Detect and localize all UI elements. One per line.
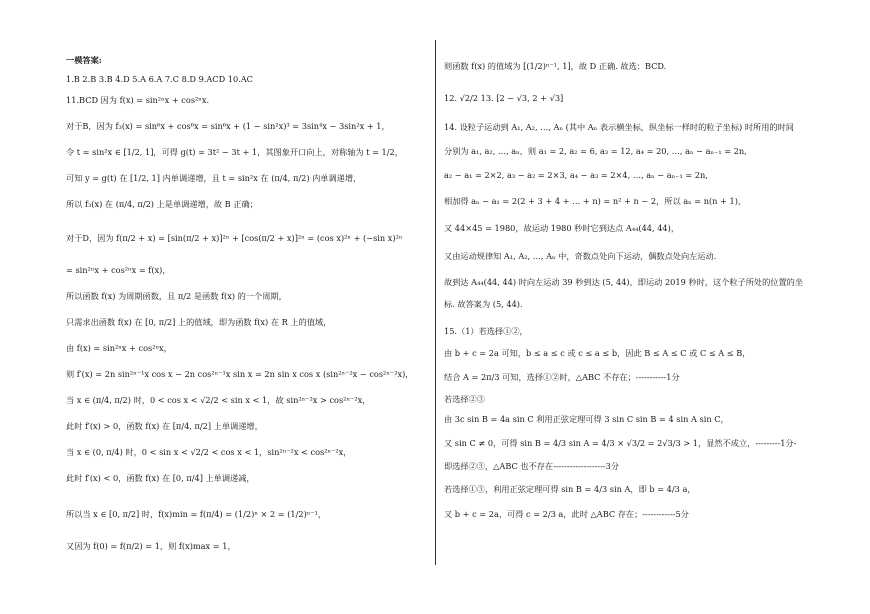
solution-line: 又因为 f(0) = f(π/2) = 1，则 f(x)max = 1，	[66, 542, 236, 551]
solution-line: 令 t = sin²x ∈ [1/2, 1]，可得 g(t) = 3t² − 3t + 1，其图象开口向上，对称轴为 t = 1/2，	[66, 148, 403, 157]
solution-line: 相加得 aₙ − a₁ = 2(2 + 3 + 4 + … + n) = n² + n − 2，所以 aₙ = n(n + 1)，	[444, 197, 747, 206]
solution-line: = sin²ⁿx + cos²ⁿx = f(x)，	[66, 266, 171, 275]
solution-line: 只需求出函数 f(x) 在 [0, π/2] 上的值域，即为函数 f(x) 在 R 上的值域，	[66, 318, 332, 327]
solution-line: 由 3c sin B = 4a sin C 利用正弦定理可得 3 sin C sin B = 4 sin A sin C，	[444, 415, 729, 424]
solution-line: 14. 设粒子运动到 A₁, A₂, …, Aₙ (其中 Aₙ 表示横坐标，纵坐标一样时的粒子坐标) 时所用的时间	[444, 123, 794, 132]
solution-line: 对于D，因为 f(π/2 + x) = [sin(π/2 + x)]²ⁿ + [cos(π/2 + x)]²ⁿ = (cos x)²ⁿ + (−sin x)²ⁿ	[66, 234, 403, 243]
solution-line: 当 x ∈ (0, π/4) 时，0 < sin x < √2/2 < cos x < 1，sin²ⁿ⁻²x < cos²ⁿ⁻²x，	[66, 448, 352, 457]
solution-line: 可知 y = g(t) 在 [1/2, 1] 内单调递增，且 t = sin²x 在 (π/4, π/2) 内单调递增，	[66, 174, 362, 183]
solution-line: 又由运动规律知 A₁, A₂, …, Aₙ 中，奇数点处向下运动，偶数点处向左运动.	[444, 252, 717, 261]
solution-line: a₂ − a₁ = 2×2, a₃ − a₂ = 2×3, a₄ − a₃ = 2×4, …, aₙ − aₙ₋₁ = 2n,	[444, 171, 708, 180]
solution-line: 若选择②③	[444, 395, 485, 404]
solution-line: 又 b + c = 2a，可得 c = 2/3 a，此时 △ABC 存在；------------5分	[444, 510, 689, 519]
answer-key-line: 1.B 2.B 3.B 4.D 5.A 6.A 7.C 8.D 9.ACD 10.AC	[66, 75, 253, 84]
solution-line: 当 x ∈ (π/4, π/2) 时，0 < cos x < √2/2 < sin x < 1，故 sin²ⁿ⁻²x > cos²ⁿ⁻²x，	[66, 396, 371, 405]
solution-line: 又 44×45 = 1980，故运动 1980 秒时它到达点 A₄₄(44, 44)，	[444, 224, 680, 233]
solution-line: 由 b + c = 2a 可知，b ≤ a ≤ c 或 c ≤ a ≤ b，因此 B ≤ A ≤ C 或 C ≤ A ≤ B，	[444, 349, 751, 358]
solution-line: 12. √2/2 13. [2 − √3, 2 + √3]	[444, 94, 564, 103]
column-divider	[435, 40, 436, 565]
solution-line: 又 sin C ≠ 0，可得 sin B = 4/3 sin A = 4/3 × √3/2 = 2√3/3 > 1，显然不成立，---------1分-	[444, 439, 797, 448]
solution-line: 则函数 f(x) 的值域为 [(1/2)ⁿ⁻¹, 1]，故 D 正确. 故选：BCD.	[444, 62, 667, 71]
solution-line: 此时 f′(x) < 0，函数 f(x) 在 [0, π/4] 上单调递减，	[66, 474, 255, 483]
solution-line: 11.BCD 因为 f(x) = sin²ⁿx + cos²ⁿx.	[66, 96, 210, 105]
solution-line: 结合 A = 2π/3 可知，选择①②时，△ABC 不存在；-----------1分	[444, 373, 680, 382]
solution-line: 则 f′(x) = 2n sin²ⁿ⁻¹x cos x − 2n cos²ⁿ⁻¹x sin x = 2n sin x cos x (sin²ⁿ⁻²x − cos²ⁿ⁻²x)，	[66, 370, 414, 379]
section-heading: 一模答案:	[66, 56, 102, 65]
solution-line: 若选择①③，利用正弦定理可得 sin B = 4/3 sin A，即 b = 4/3 a，	[444, 485, 696, 494]
solution-line: 由 f(x) = sin²ⁿx + cos²ⁿx，	[66, 344, 172, 353]
solution-line: 即选择②③，△ABC 也不存在-------------------3分	[444, 462, 620, 471]
solution-line: 故到达 A₄₄(44, 44) 时向左运动 39 秒到达 (5, 44)，即运动 2019 秒时，这个粒子所处的位置的坐	[444, 278, 804, 287]
solution-line: 所以 f₃(x) 在 (π/4, π/2) 上是单调递增，故 B 正确；	[66, 200, 258, 209]
solution-line: 标. 故答案为 (5, 44).	[444, 300, 523, 309]
solution-line: 所以当 x ∈ [0, π/2] 时，f(x)min = f(π/4) = (1/2)ⁿ × 2 = (1/2)ⁿ⁻¹，	[66, 510, 327, 519]
solution-line: 15.（1）若选择①②，	[444, 327, 528, 336]
solution-line: 对于B，因为 f₃(x) = sin⁶x + cos⁶x = sin⁶x + (1 − sin²x)³ = 3sin⁴x − 3sin²x + 1，	[66, 122, 390, 131]
solution-line: 此时 f′(x) > 0，函数 f(x) 在 [π/4, π/2] 上单调递增，	[66, 422, 263, 431]
solution-line: 所以函数 f(x) 为周期函数，且 π/2 是函数 f(x) 的一个周期，	[66, 292, 287, 301]
solution-line: 分别为 a₁, a₂, …, aₙ，则 a₁ = 2, a₂ = 6, a₃ = 12, a₄ = 20, …, aₙ − aₙ₋₁ = 2n,	[444, 147, 747, 156]
